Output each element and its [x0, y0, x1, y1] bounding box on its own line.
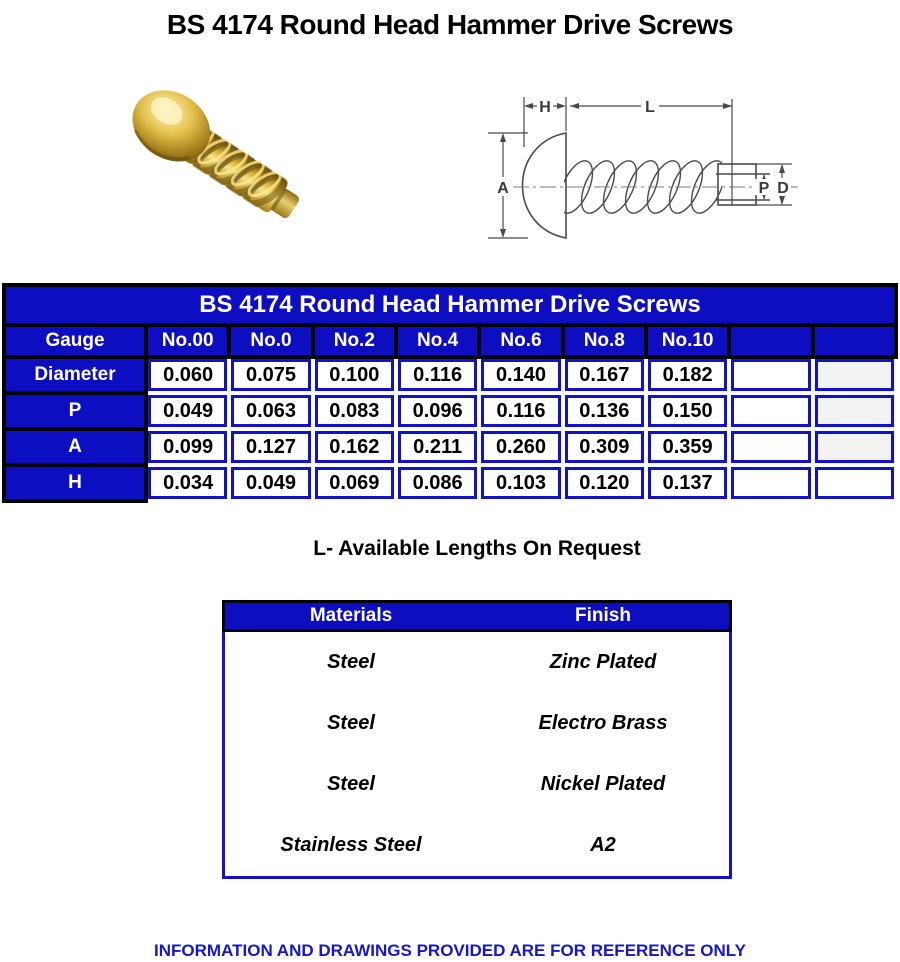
- column-header: No.00: [146, 325, 229, 357]
- material-cell: Steel: [327, 651, 375, 673]
- value-cell: 0.096: [396, 393, 479, 429]
- row-label: P: [4, 393, 146, 429]
- value-cell: 0.103: [479, 465, 562, 501]
- available-lengths-note: L- Available Lengths On Request: [313, 537, 641, 560]
- column-header: No.0: [229, 325, 312, 357]
- material-cell: Stainless Steel: [280, 834, 422, 856]
- value-cell-empty: [729, 393, 812, 429]
- materials-table-body: [225, 632, 729, 876]
- finish-cell: Nickel Plated: [540, 773, 666, 795]
- reference-disclaimer: INFORMATION AND DRAWINGS PROVIDED ARE FOR REFERENCE ONLY: [154, 941, 746, 960]
- table-row-h: [4, 465, 896, 501]
- size-table: [2, 283, 898, 503]
- materials-table: [222, 600, 732, 879]
- value-cell: 0.063: [229, 393, 312, 429]
- value-cell: 0.309: [563, 429, 646, 465]
- row-label: Diameter: [4, 357, 146, 393]
- value-cell-empty: [813, 429, 896, 465]
- column-header: No.8: [563, 325, 646, 357]
- table-row-a: [4, 429, 896, 465]
- finish-cell: A2: [590, 834, 616, 856]
- dimension-drawing: [458, 55, 900, 265]
- column-header-gauge: Gauge: [4, 325, 146, 357]
- size-table-title-row: [4, 285, 896, 325]
- value-cell-empty: [813, 465, 896, 501]
- dim-label-d: D: [777, 180, 789, 197]
- value-cell: 0.167: [563, 357, 646, 393]
- page-title: BS 4174 Round Head Hammer Drive Screws: [166, 9, 734, 40]
- value-cell-empty: [729, 357, 812, 393]
- value-cell: 0.034: [146, 465, 229, 501]
- size-table-header-row: [4, 325, 896, 357]
- material-cell: Steel: [327, 712, 375, 734]
- value-cell: 0.075: [229, 357, 312, 393]
- value-cell: 0.069: [313, 465, 396, 501]
- materials-column-header: Materials: [309, 605, 393, 626]
- value-cell: 0.060: [146, 357, 229, 393]
- value-cell: 0.162: [313, 429, 396, 465]
- value-cell: 0.086: [396, 465, 479, 501]
- dimension-drawing-image: [458, 55, 900, 265]
- value-cell: 0.099: [146, 429, 229, 465]
- materials-table-header: [222, 600, 732, 632]
- value-cell: 0.120: [563, 465, 646, 501]
- column-header: No.2: [313, 325, 396, 357]
- value-cell: 0.150: [646, 393, 729, 429]
- table-row-p: [4, 393, 896, 429]
- value-cell-empty: [729, 429, 812, 465]
- value-cell: 0.136: [563, 393, 646, 429]
- screw-photo: [103, 72, 328, 257]
- column-header: No.4: [396, 325, 479, 357]
- row-label: H: [4, 465, 146, 501]
- value-cell-empty: [813, 357, 896, 393]
- dim-label-p: P: [758, 180, 770, 197]
- value-cell: 0.211: [396, 429, 479, 465]
- value-cell: 0.127: [229, 429, 312, 465]
- size-table-title: BS 4174 Round Head Hammer Drive Screws: [4, 285, 896, 325]
- material-cell: Steel: [327, 773, 375, 795]
- column-header-empty: [729, 325, 812, 357]
- dim-label-a: A: [497, 180, 509, 197]
- row-label: A: [4, 429, 146, 465]
- column-header-empty: [813, 325, 896, 357]
- value-cell-empty: [813, 393, 896, 429]
- value-cell: 0.049: [229, 465, 312, 501]
- screw-photo-image: [103, 72, 328, 257]
- screw-rotated-group: [119, 76, 313, 234]
- value-cell: 0.083: [313, 393, 396, 429]
- finish-column-header: Finish: [575, 605, 631, 626]
- value-cell: 0.359: [646, 429, 729, 465]
- column-header: No.10: [646, 325, 729, 357]
- value-cell: 0.137: [646, 465, 729, 501]
- finish-cell: Electro Brass: [538, 712, 668, 734]
- value-cell: 0.116: [396, 357, 479, 393]
- finish-cell: Zinc Plated: [549, 651, 657, 673]
- dim-label-h: H: [539, 99, 551, 116]
- table-row-diameter: [4, 357, 896, 393]
- value-cell: 0.260: [479, 429, 562, 465]
- value-cell: 0.049: [146, 393, 229, 429]
- value-cell: 0.140: [479, 357, 562, 393]
- value-cell: 0.116: [479, 393, 562, 429]
- column-header: No.6: [479, 325, 562, 357]
- value-cell: 0.100: [313, 357, 396, 393]
- value-cell-empty: [729, 465, 812, 501]
- dim-label-l: L: [645, 99, 655, 116]
- value-cell: 0.182: [646, 357, 729, 393]
